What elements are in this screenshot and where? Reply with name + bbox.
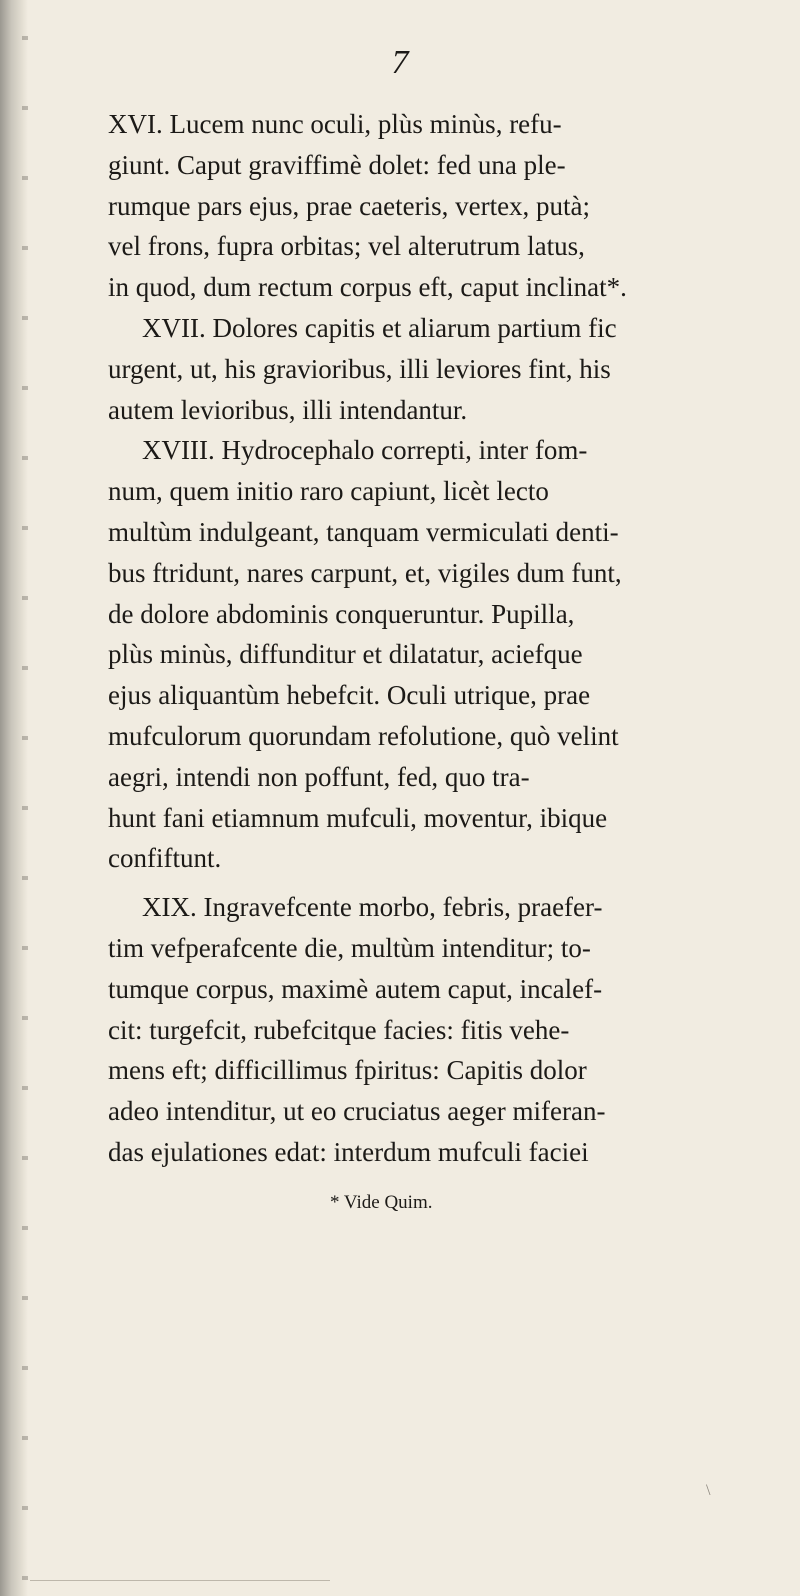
text-line: XVII. Dolores capitis et aliarum partium fic xyxy=(142,312,617,343)
text-line: hunt fani etiamnum mufculi, moventur, ibique xyxy=(108,802,608,833)
footnote: * Vide Quim. xyxy=(330,1192,433,1213)
text-line: tumque corpus, maximè autem caput, incalef- xyxy=(108,973,603,1004)
text-line: autem levioribus, illi intendantur. xyxy=(108,394,468,425)
text-line: das ejulationes edat: interdum mufculi faciei xyxy=(108,1136,589,1167)
body-text xyxy=(108,104,728,1173)
text-line: XVIII. Hydrocephalo correpti, inter fom- xyxy=(142,435,588,466)
text-line: plùs minùs, diffunditur et dilatatur, aciefque xyxy=(108,639,583,670)
text-line: confiftunt. xyxy=(108,843,222,874)
text-line: de dolore abdominis conqueruntur. Pupilla, xyxy=(108,598,575,629)
text-line: giunt. Caput graviffimè dolet: fed una ple- xyxy=(108,149,566,180)
stray-mark: \ xyxy=(706,1482,711,1499)
text-line: adeo intenditur, ut eo cruciatus aeger miferan- xyxy=(108,1096,606,1127)
text-line: vel frons, fupra orbitas; vel alterutrum latus, xyxy=(108,231,585,262)
page-bottom-edge xyxy=(30,1580,330,1581)
page-number: 7 xyxy=(391,44,409,81)
text-line: mufculorum quorundam refolutione, quò velint xyxy=(108,720,619,751)
text-line: cit: turgefcit, rubefcitque facies: fitis vehe- xyxy=(108,1014,570,1045)
text-line: aegri, intendi non poffunt, fed, quo tra- xyxy=(108,761,530,792)
text-line: multùm indulgeant, tanquam vermiculati denti- xyxy=(108,516,619,547)
text-line: tim vefperafcente die, multùm intenditur; to- xyxy=(108,932,591,963)
text-line: XIX. Ingravefcente morbo, febris, praefer- xyxy=(142,892,603,923)
text-line: num, quem initio raro capiunt, licèt lecto xyxy=(108,476,549,507)
text-line: XVI. Lucem nunc oculi, plùs minùs, refu- xyxy=(108,109,562,139)
text-line: bus ftridunt, nares carpunt, et, vigiles dum funt, xyxy=(108,557,622,588)
text-line: urgent, ut, his gravioribus, illi leviores fint, his xyxy=(108,353,611,384)
text-line: ejus aliquantùm hebefcit. Oculi utrique, prae xyxy=(108,680,591,711)
text-line: in quod, dum rectum corpus eft, caput inclinat*. xyxy=(108,272,627,303)
text-line: mens eft; difficillimus fpiritus: Capitis dolor xyxy=(108,1055,587,1086)
binding-stitch-marks xyxy=(22,0,28,1596)
text-line: rumque pars ejus, prae caeteris, vertex, putà; xyxy=(108,190,591,221)
